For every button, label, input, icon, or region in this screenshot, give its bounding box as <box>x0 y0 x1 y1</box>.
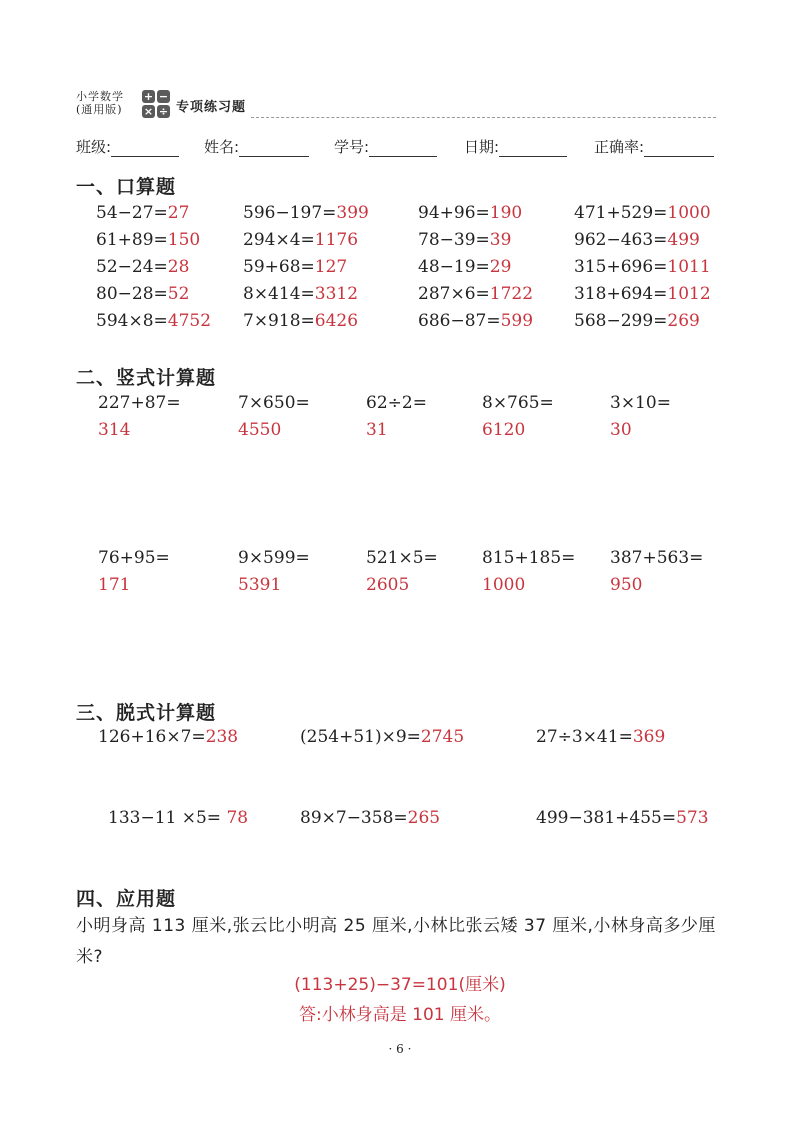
problem-answer: 127 <box>314 257 348 277</box>
problem-answer: 52 <box>167 284 190 304</box>
operators-logo <box>142 90 170 118</box>
problem-expression: 287×6= <box>418 284 490 304</box>
date-field[interactable] <box>464 136 567 157</box>
name-blank[interactable] <box>239 140 309 157</box>
problem-expression: 89×7−358= <box>300 808 408 828</box>
vertical-answer: 30 <box>610 420 632 440</box>
problem-expression: 133−11 ×5= <box>108 808 222 828</box>
oral-problem <box>243 284 358 304</box>
times-icon: × <box>143 105 154 118</box>
stepwise-problem <box>108 808 248 828</box>
oral-problem <box>418 230 511 250</box>
header-divider <box>251 117 716 118</box>
oral-problem <box>574 284 711 304</box>
vertical-answer: 1000 <box>482 575 526 595</box>
divide-icon: ÷ <box>158 105 169 118</box>
oral-problem <box>574 311 700 331</box>
accuracy-blank[interactable] <box>644 140 714 157</box>
problem-answer: 28 <box>167 257 190 277</box>
problem-answer: 238 <box>205 727 239 747</box>
problem-expression: 294×4= <box>243 230 315 250</box>
problem-expression: 471+529= <box>574 203 668 223</box>
name-label: 姓名: <box>204 138 240 156</box>
oral-problem <box>96 311 211 331</box>
vertical-problem: 8×765= <box>482 393 554 413</box>
problem-answer: 1012 <box>667 284 711 304</box>
date-blank[interactable] <box>499 140 567 157</box>
stepwise-problem <box>536 727 665 747</box>
section4-title: 四、应用题 <box>76 888 177 910</box>
problem-expression: 315+696= <box>574 257 668 277</box>
problem-answer: 3312 <box>314 284 359 304</box>
vertical-answer: 171 <box>98 575 131 595</box>
problem-expression: 54−27= <box>96 203 168 223</box>
problem-expression: 126+16×7= <box>98 727 206 747</box>
class-label: 班级: <box>76 138 112 156</box>
word-problem-solution: (113+25)−37=101(厘米) <box>294 975 506 995</box>
accuracy-field[interactable] <box>594 136 714 157</box>
stepwise-problem <box>98 727 238 747</box>
oral-problem <box>418 284 533 304</box>
problem-answer: 39 <box>489 230 512 250</box>
vertical-problem: 3×10= <box>610 393 671 413</box>
name-field[interactable] <box>204 136 309 157</box>
problem-expression: 80−28= <box>96 284 168 304</box>
problem-answer: 29 <box>489 257 512 277</box>
vertical-problem: 815+185= <box>482 548 576 568</box>
stepwise-problem <box>300 727 464 747</box>
brand-line2: (通用版) <box>76 103 123 116</box>
vertical-problem: 521×5= <box>366 548 438 568</box>
vertical-answer: 5391 <box>238 575 282 595</box>
worksheet-title: 专项练习题 <box>176 100 247 115</box>
class-field[interactable] <box>76 136 179 157</box>
problem-answer: 1722 <box>489 284 534 304</box>
problem-expression: 8×414= <box>243 284 315 304</box>
vertical-problem: 62÷2= <box>366 393 427 413</box>
date-label: 日期: <box>464 138 500 156</box>
student-id-field[interactable] <box>334 136 437 157</box>
student-id-blank[interactable] <box>369 140 437 157</box>
problem-answer: 6426 <box>314 311 359 331</box>
oral-problem <box>574 203 711 223</box>
oral-problem <box>96 203 189 223</box>
oral-problem <box>418 311 533 331</box>
problem-answer: 27 <box>167 203 190 223</box>
problem-answer: 2745 <box>420 727 465 747</box>
section2-title: 二、竖式计算题 <box>76 367 217 389</box>
problem-expression: (254+51)×9= <box>300 727 421 747</box>
problem-expression: 7×918= <box>243 311 315 331</box>
problem-expression: 48−19= <box>418 257 490 277</box>
problem-answer: 399 <box>336 203 369 223</box>
oral-problem <box>418 203 522 223</box>
problem-expression: 962−463= <box>574 230 668 250</box>
vertical-problem: 9×599= <box>238 548 310 568</box>
vertical-answer: 314 <box>98 420 131 440</box>
problem-answer: 599 <box>500 311 534 331</box>
student-id-label: 学号: <box>334 138 370 156</box>
problem-answer: 269 <box>667 311 700 331</box>
vertical-answer: 950 <box>610 575 643 595</box>
problem-expression: 59+68= <box>243 257 315 277</box>
vertical-answer: 6120 <box>482 420 526 440</box>
problem-answer: 1000 <box>667 203 711 223</box>
oral-problem <box>243 257 347 277</box>
problem-expression: 94+96= <box>418 203 490 223</box>
problem-expression: 594×8= <box>96 311 168 331</box>
brand-block <box>76 90 124 116</box>
vertical-answer: 31 <box>366 420 388 440</box>
page-number: · 6 · <box>388 1042 412 1056</box>
problem-answer: 1176 <box>314 230 359 250</box>
oral-problem <box>96 284 189 304</box>
problem-expression: 61+89= <box>96 230 168 250</box>
vertical-problem: 227+87= <box>98 393 181 413</box>
worksheet-header <box>76 90 716 120</box>
oral-problem <box>243 203 369 223</box>
problem-expression: 78−39= <box>418 230 490 250</box>
problem-expression: 568−299= <box>574 311 668 331</box>
vertical-answer: 4550 <box>238 420 282 440</box>
oral-problem <box>574 230 700 250</box>
class-blank[interactable] <box>111 140 179 157</box>
oral-problem <box>574 257 711 277</box>
word-problem-answer: 答:小林身高是 101 厘米。 <box>299 1005 501 1025</box>
problem-answer: 150 <box>167 230 201 250</box>
problem-answer: 265 <box>407 808 441 828</box>
problem-expression: 27÷3×41= <box>536 727 633 747</box>
stepwise-problem <box>536 808 709 828</box>
section3-title: 三、脱式计算题 <box>76 702 217 724</box>
problem-answer: 4752 <box>167 311 212 331</box>
word-problem-text: 小明身高 113 厘米,张云比小明高 25 厘米,小林比张云矮 37 厘米,小林身高多少厘米? <box>76 916 716 967</box>
problem-expression: 596−197= <box>243 203 337 223</box>
problem-answer: 1011 <box>667 257 711 277</box>
stepwise-problem <box>300 808 440 828</box>
oral-problem <box>243 311 358 331</box>
problem-expression: 686−87= <box>418 311 501 331</box>
accuracy-label: 正确率: <box>594 138 645 156</box>
problem-answer: 573 <box>676 808 709 828</box>
vertical-problem: 76+95= <box>98 548 170 568</box>
oral-problem <box>96 257 189 277</box>
minus-icon: − <box>158 90 169 103</box>
problem-answer: 369 <box>632 727 666 747</box>
problem-answer: 78 <box>221 808 249 828</box>
problem-expression: 52−24= <box>96 257 168 277</box>
oral-problem <box>418 257 511 277</box>
oral-problem <box>96 230 200 250</box>
brand-line1: 小学数学 <box>76 90 124 103</box>
problem-answer: 499 <box>667 230 700 250</box>
vertical-problem: 387+563= <box>610 548 704 568</box>
vertical-answer: 2605 <box>366 575 410 595</box>
problem-expression: 499−381+455= <box>536 808 677 828</box>
problem-answer: 190 <box>489 203 523 223</box>
plus-icon: + <box>143 90 154 103</box>
student-info-row <box>76 136 726 160</box>
problem-expression: 318+694= <box>574 284 668 304</box>
section1-title: 一、口算题 <box>76 176 177 198</box>
oral-problem <box>243 230 358 250</box>
vertical-problem: 7×650= <box>238 393 310 413</box>
